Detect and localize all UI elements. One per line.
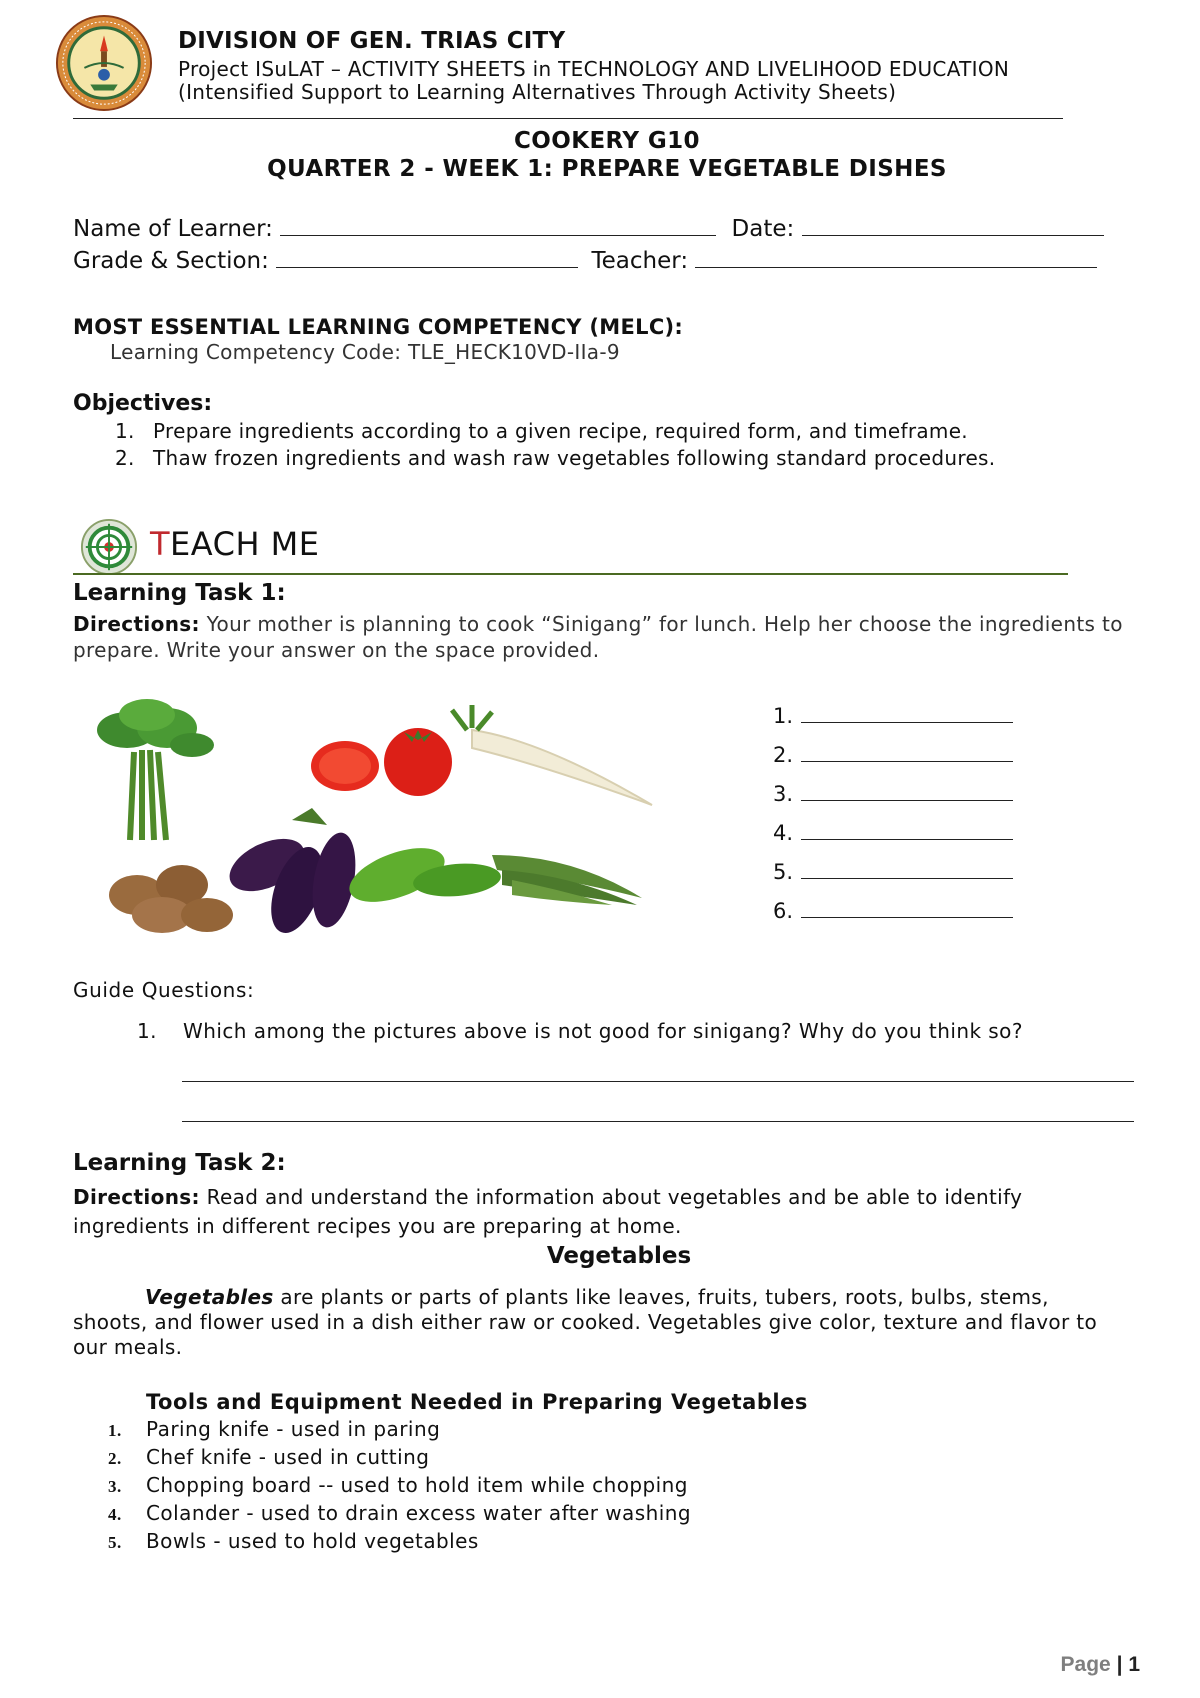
tomato-image bbox=[311, 728, 452, 796]
task1-directions: Directions: Your mother is planning to cook “Sinigang” for lunch. Help her choose the ingredients to prepare. Write your answer on the space provided. bbox=[73, 612, 1123, 662]
objectives-heading: Objectives: bbox=[73, 391, 213, 416]
division-seal-icon bbox=[55, 14, 153, 112]
answer-line[interactable] bbox=[182, 1121, 1134, 1122]
tools-list bbox=[108, 1416, 691, 1556]
eggplant-image bbox=[221, 808, 362, 940]
grade-label: Grade & Section: bbox=[73, 248, 269, 274]
task2-directions: Directions: Read and understand the information about vegetables and be able to identify ingredients in different recipes you are preparing at home. bbox=[73, 1185, 1023, 1238]
objectives-list bbox=[115, 418, 995, 472]
tools-heading: Tools and Equipment Needed in Preparing Vegetables bbox=[146, 1390, 808, 1414]
radish-image bbox=[452, 705, 652, 805]
bitter-gourd-image bbox=[342, 837, 502, 913]
answer-field[interactable] bbox=[801, 778, 1013, 801]
answer-field[interactable] bbox=[801, 856, 1013, 879]
list-item: 1. Prepare ingredients according to a given recipe, required form, and timeframe. bbox=[115, 419, 968, 443]
page-label: Page bbox=[1060, 1653, 1111, 1676]
page-number: 1 bbox=[1128, 1653, 1140, 1676]
name-label: Name of Learner: bbox=[73, 216, 273, 242]
answer-field[interactable] bbox=[801, 817, 1013, 840]
project-title: Project ISuLAT – ACTIVITY SHEETS in TECHNOLOGY AND LIVELIHOOD EDUCATION bbox=[178, 57, 1010, 81]
melc-heading: MOST ESSENTIAL LEARNING COMPETENCY (MELC): bbox=[73, 315, 684, 339]
week-title: QUARTER 2 - WEEK 1: PREPARE VEGETABLE DISHES bbox=[267, 156, 947, 182]
vegetable-images bbox=[72, 690, 712, 950]
list-item: 4. Colander - used to drain excess water after washing bbox=[108, 1501, 692, 1525]
name-date-row bbox=[73, 213, 1104, 242]
vegetables-definition: Vegetables are plants or parts of plants like leaves, fruits, tubers, roots, bulbs, stems, shoots, and flower used in a dish either raw or cooked. Vegetables give color, texture and flavor to our meals. bbox=[73, 1285, 1098, 1359]
melc-code: Learning Competency Code: TLE_HECK10VD-IIa-9 bbox=[110, 340, 620, 364]
okra-image bbox=[492, 855, 642, 905]
task2-heading: Learning Task 2: bbox=[73, 1150, 286, 1176]
division-name: DIVISION OF GEN. TRIAS CITY bbox=[178, 28, 566, 54]
list-item: 1. Paring knife - used in paring bbox=[108, 1417, 441, 1441]
list-item: 3. Chopping board -- used to hold item while chopping bbox=[108, 1473, 688, 1497]
grade-section-field[interactable] bbox=[276, 245, 578, 268]
teach-me-heading: TEACH ME bbox=[150, 525, 320, 563]
list-item: 2. Chef knife - used in cutting bbox=[108, 1445, 430, 1469]
answer-row: 4. bbox=[773, 817, 1013, 856]
answer-row: 6. bbox=[773, 895, 1013, 934]
answer-field[interactable] bbox=[801, 739, 1013, 762]
target-icon bbox=[80, 518, 138, 576]
answer-field[interactable] bbox=[801, 700, 1013, 723]
date-field[interactable] bbox=[802, 213, 1104, 236]
taro-image bbox=[109, 865, 233, 933]
answer-line[interactable] bbox=[182, 1081, 1134, 1082]
answer-row: 1. bbox=[773, 700, 1013, 739]
answer-field[interactable] bbox=[801, 895, 1013, 918]
name-field[interactable] bbox=[280, 213, 716, 236]
header-divider bbox=[73, 118, 1063, 119]
answer-blanks bbox=[773, 700, 1013, 934]
grade-teacher-row bbox=[73, 245, 1097, 274]
answer-row: 3. bbox=[773, 778, 1013, 817]
guide-questions-heading: Guide Questions: bbox=[73, 978, 255, 1002]
course-title: COOKERY G10 bbox=[514, 128, 700, 154]
page-footer: Page | 1 bbox=[1060, 1653, 1140, 1676]
vegetables-title: Vegetables bbox=[546, 1243, 692, 1269]
task1-heading: Learning Task 1: bbox=[73, 580, 286, 606]
water-spinach-image bbox=[97, 699, 214, 840]
list-item: 2. Thaw frozen ingredients and wash raw vegetables following standard procedures. bbox=[115, 446, 996, 470]
teacher-label: Teacher: bbox=[591, 248, 689, 274]
project-subtitle: (Intensified Support to Learning Alternatives Through Activity Sheets) bbox=[178, 80, 897, 104]
date-label: Date: bbox=[731, 216, 795, 242]
guide-question: 1. Which among the pictures above is not good for sinigang? Why do you think so? bbox=[137, 1019, 1023, 1043]
answer-row: 5. bbox=[773, 856, 1013, 895]
list-item: 5. Bowls - used to hold vegetables bbox=[108, 1529, 479, 1553]
teacher-field[interactable] bbox=[695, 245, 1097, 268]
section-divider bbox=[73, 573, 1068, 575]
answer-row: 2. bbox=[773, 739, 1013, 778]
